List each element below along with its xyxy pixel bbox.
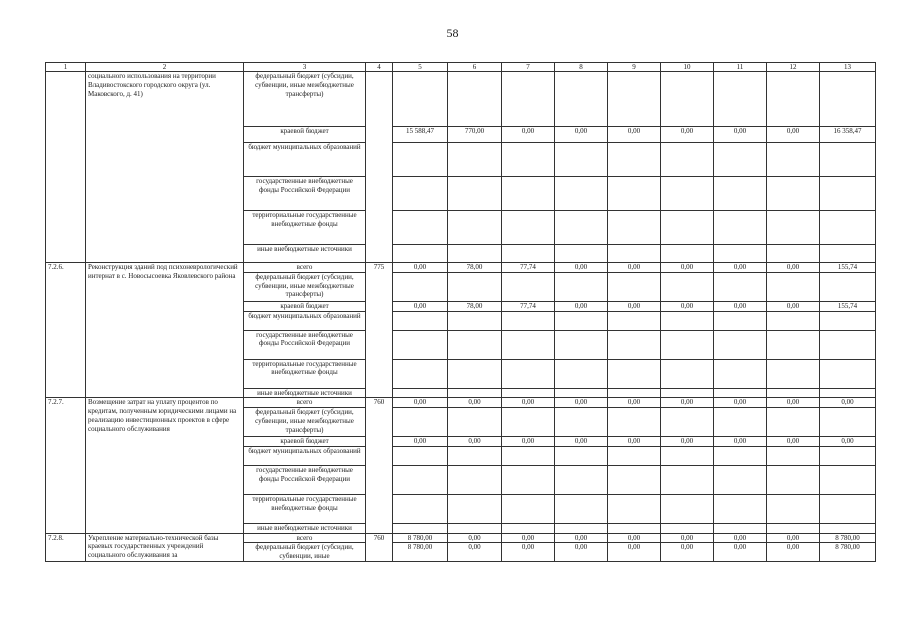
amount-cell: [661, 408, 714, 437]
amount-cell: 0,00: [767, 398, 820, 408]
funding-source: федеральный бюджет (субсидии, субвенции, иные межбюджетные трансферты): [244, 272, 366, 301]
amount-cell: [714, 143, 767, 177]
funding-source: государственные внебюджетные фонды Российской Федерации: [244, 330, 366, 359]
amount-cell: [502, 245, 555, 263]
grbs-code: 760: [366, 398, 393, 533]
column-header-2: 2: [86, 63, 244, 72]
amount-cell: 0,00: [661, 398, 714, 408]
amount-cell: [448, 72, 502, 127]
amount-cell: 0,00: [661, 437, 714, 447]
funding-source: всего: [244, 398, 366, 408]
amount-cell: [714, 465, 767, 494]
amount-cell: [767, 408, 820, 437]
amount-cell: 77,74: [502, 301, 555, 311]
amount-cell: [767, 523, 820, 533]
amount-cell: [393, 72, 448, 127]
amount-cell: [820, 523, 876, 533]
amount-cell: [820, 446, 876, 465]
amount-cell: 0,00: [714, 301, 767, 311]
amount-cell: [608, 388, 661, 398]
amount-cell: 0,00: [714, 543, 767, 562]
amount-cell: [393, 177, 448, 211]
amount-cell: [448, 143, 502, 177]
amount-cell: [714, 311, 767, 330]
amount-cell: [393, 211, 448, 245]
amount-cell: [767, 388, 820, 398]
amount-cell: [555, 523, 608, 533]
column-header-1: 1: [46, 63, 86, 72]
amount-cell: [555, 72, 608, 127]
funding-source: государственные внебюджетные фонды Российской Федерации: [244, 465, 366, 494]
amount-cell: [767, 465, 820, 494]
amount-cell: [502, 494, 555, 523]
amount-cell: 0,00: [767, 533, 820, 543]
funding-source: государственные внебюджетные фонды Российской Федерации: [244, 177, 366, 211]
amount-cell: [661, 465, 714, 494]
amount-cell: [608, 446, 661, 465]
amount-cell: [448, 408, 502, 437]
amount-cell: [608, 494, 661, 523]
amount-cell: [448, 523, 502, 533]
amount-cell: [767, 359, 820, 388]
amount-cell: [661, 272, 714, 301]
amount-cell: [820, 211, 876, 245]
amount-cell: [555, 388, 608, 398]
amount-cell: 77,74: [502, 263, 555, 273]
amount-cell: 0,00: [714, 263, 767, 273]
amount-cell: [714, 72, 767, 127]
funding-source: бюджет муниципальных образований: [244, 446, 366, 465]
item-code: 7.2.7.: [46, 398, 86, 533]
column-header-7: 7: [502, 63, 555, 72]
funding-source: бюджет муниципальных образований: [244, 311, 366, 330]
amount-cell: 155,74: [820, 263, 876, 273]
amount-cell: 0,00: [608, 127, 661, 143]
amount-cell: 0,00: [767, 437, 820, 447]
amount-cell: [555, 494, 608, 523]
amount-cell: 78,00: [448, 301, 502, 311]
amount-cell: 0,00: [555, 127, 608, 143]
amount-cell: [448, 272, 502, 301]
amount-cell: 0,00: [608, 301, 661, 311]
column-header-5: 5: [393, 63, 448, 72]
amount-cell: [555, 143, 608, 177]
amount-cell: 0,00: [767, 263, 820, 273]
amount-cell: [608, 143, 661, 177]
table-row: [46, 398, 876, 408]
amount-cell: [714, 330, 767, 359]
amount-cell: [555, 446, 608, 465]
column-header-10: 10: [661, 63, 714, 72]
amount-cell: [393, 494, 448, 523]
amount-cell: 0,00: [608, 533, 661, 543]
item-code: 7.2.6.: [46, 263, 86, 398]
amount-cell: [714, 408, 767, 437]
amount-cell: 15 588,47: [393, 127, 448, 143]
amount-cell: [661, 211, 714, 245]
amount-cell: [820, 465, 876, 494]
amount-cell: [502, 465, 555, 494]
amount-cell: [502, 523, 555, 533]
amount-cell: 0,00: [502, 437, 555, 447]
amount-cell: [767, 72, 820, 127]
funding-source: иные внебюджетные источники: [244, 245, 366, 263]
amount-cell: [555, 359, 608, 388]
amount-cell: [502, 272, 555, 301]
amount-cell: 0,00: [767, 543, 820, 562]
amount-cell: 0,00: [608, 263, 661, 273]
amount-cell: 0,00: [820, 398, 876, 408]
column-header-8: 8: [555, 63, 608, 72]
amount-cell: 0,00: [820, 437, 876, 447]
amount-cell: 0,00: [393, 398, 448, 408]
amount-cell: [608, 330, 661, 359]
grbs-code: 775: [366, 263, 393, 398]
amount-cell: [555, 211, 608, 245]
amount-cell: [661, 143, 714, 177]
amount-cell: 0,00: [714, 533, 767, 543]
amount-cell: [448, 465, 502, 494]
amount-cell: [661, 388, 714, 398]
amount-cell: 0,00: [555, 543, 608, 562]
column-header-13: 13: [820, 63, 876, 72]
amount-cell: [393, 523, 448, 533]
amount-cell: 0,00: [502, 127, 555, 143]
amount-cell: [448, 311, 502, 330]
funding-source: территориальные государственные внебюджетные фонды: [244, 211, 366, 245]
amount-cell: [820, 359, 876, 388]
amount-cell: [714, 245, 767, 263]
amount-cell: [555, 177, 608, 211]
funding-source: территориальные государственные внебюджетные фонды: [244, 359, 366, 388]
amount-cell: [661, 446, 714, 465]
amount-cell: [502, 311, 555, 330]
amount-cell: 78,00: [448, 263, 502, 273]
amount-cell: [820, 143, 876, 177]
amount-cell: [448, 388, 502, 398]
amount-cell: 0,00: [767, 127, 820, 143]
amount-cell: 0,00: [448, 533, 502, 543]
amount-cell: 0,00: [555, 398, 608, 408]
amount-cell: [820, 177, 876, 211]
funding-source: всего: [244, 533, 366, 543]
amount-cell: 8 780,00: [393, 533, 448, 543]
amount-cell: [608, 177, 661, 211]
amount-cell: [502, 446, 555, 465]
amount-cell: [448, 177, 502, 211]
amount-cell: [608, 311, 661, 330]
amount-cell: [393, 388, 448, 398]
funding-source: всего: [244, 263, 366, 273]
amount-cell: [393, 446, 448, 465]
amount-cell: [714, 177, 767, 211]
amount-cell: [502, 330, 555, 359]
amount-cell: 0,00: [555, 533, 608, 543]
amount-cell: 0,00: [714, 437, 767, 447]
amount-cell: 0,00: [608, 437, 661, 447]
item-code: [46, 72, 86, 263]
amount-cell: 0,00: [448, 543, 502, 562]
amount-cell: [393, 359, 448, 388]
amount-cell: [714, 272, 767, 301]
amount-cell: [555, 311, 608, 330]
item-description: социального использования на территории Владивостокского городского округа (ул. Маковского, д. 41): [86, 72, 244, 263]
amount-cell: 0,00: [661, 263, 714, 273]
amount-cell: [661, 494, 714, 523]
table-row: [46, 533, 876, 543]
amount-cell: [608, 245, 661, 263]
amount-cell: 8 780,00: [820, 543, 876, 562]
amount-cell: [714, 523, 767, 533]
amount-cell: [555, 245, 608, 263]
item-code: 7.2.8.: [46, 533, 86, 562]
amount-cell: 0,00: [714, 127, 767, 143]
amount-cell: [767, 311, 820, 330]
amount-cell: [608, 211, 661, 245]
item-description: Реконструкция зданий под психоневрологический интернат в с. Новосысоевка Яковлевского района: [86, 263, 244, 398]
amount-cell: [767, 272, 820, 301]
amount-cell: 0,00: [393, 301, 448, 311]
amount-cell: [502, 359, 555, 388]
amount-cell: [448, 359, 502, 388]
amount-cell: [502, 408, 555, 437]
amount-cell: [502, 72, 555, 127]
amount-cell: [767, 446, 820, 465]
amount-cell: [820, 330, 876, 359]
column-header-9: 9: [608, 63, 661, 72]
amount-cell: [714, 494, 767, 523]
amount-cell: [661, 311, 714, 330]
amount-cell: [661, 359, 714, 388]
table-body: [46, 72, 876, 562]
amount-cell: [555, 272, 608, 301]
amount-cell: [767, 211, 820, 245]
amount-cell: [820, 388, 876, 398]
column-header-3: 3: [244, 63, 366, 72]
item-description: Возмещение затрат на уплату процентов по кредитам, полученным юридическими лицами на реализацию инвестиционных проектов в сфере социального обслуживания: [86, 398, 244, 533]
funding-source: краевой бюджет: [244, 437, 366, 447]
amount-cell: 0,00: [393, 263, 448, 273]
amount-cell: [714, 211, 767, 245]
amount-cell: [502, 177, 555, 211]
amount-cell: 0,00: [502, 543, 555, 562]
amount-cell: [661, 330, 714, 359]
amount-cell: [714, 446, 767, 465]
amount-cell: [608, 359, 661, 388]
amount-cell: 0,00: [714, 398, 767, 408]
amount-cell: [820, 245, 876, 263]
amount-cell: 8 780,00: [820, 533, 876, 543]
amount-cell: [555, 330, 608, 359]
column-header-4: 4: [366, 63, 393, 72]
amount-cell: [393, 408, 448, 437]
amount-cell: [767, 494, 820, 523]
amount-cell: [448, 446, 502, 465]
amount-cell: 0,00: [502, 533, 555, 543]
amount-cell: [820, 494, 876, 523]
amount-cell: [555, 465, 608, 494]
amount-cell: 0,00: [661, 533, 714, 543]
funding-source: краевой бюджет: [244, 127, 366, 143]
amount-cell: [393, 245, 448, 263]
amount-cell: 0,00: [555, 263, 608, 273]
amount-cell: [555, 408, 608, 437]
funding-source: иные внебюджетные источники: [244, 523, 366, 533]
amount-cell: [767, 177, 820, 211]
amount-cell: 0,00: [661, 301, 714, 311]
column-number-row: [46, 63, 876, 72]
amount-cell: 0,00: [767, 301, 820, 311]
page-number: 58: [446, 26, 459, 40]
amount-cell: [608, 272, 661, 301]
amount-cell: [448, 245, 502, 263]
funding-source: федеральный бюджет (субсидии, субвенции, иные: [244, 543, 366, 562]
amount-cell: [661, 245, 714, 263]
amount-cell: [820, 311, 876, 330]
grbs-code: 760: [366, 533, 393, 562]
funding-source: краевой бюджет: [244, 301, 366, 311]
amount-cell: [767, 245, 820, 263]
column-header-6: 6: [448, 63, 502, 72]
funding-source: федеральный бюджет (субсидии, субвенции, иные межбюджетные трансферты): [244, 408, 366, 437]
amount-cell: 0,00: [661, 127, 714, 143]
amount-cell: [502, 388, 555, 398]
amount-cell: [448, 330, 502, 359]
amount-cell: [608, 523, 661, 533]
amount-cell: [714, 359, 767, 388]
amount-cell: 0,00: [502, 398, 555, 408]
funding-source: иные внебюджетные источники: [244, 388, 366, 398]
amount-cell: 0,00: [555, 437, 608, 447]
amount-cell: 770,00: [448, 127, 502, 143]
amount-cell: [820, 408, 876, 437]
amount-cell: [820, 272, 876, 301]
amount-cell: [767, 143, 820, 177]
funding-source: территориальные государственные внебюджетные фонды: [244, 494, 366, 523]
amount-cell: [502, 211, 555, 245]
amount-cell: [820, 72, 876, 127]
amount-cell: 0,00: [448, 437, 502, 447]
amount-cell: [714, 388, 767, 398]
column-header-11: 11: [714, 63, 767, 72]
amount-cell: 8 780,00: [393, 543, 448, 562]
amount-cell: 0,00: [608, 398, 661, 408]
amount-cell: [393, 465, 448, 494]
amount-cell: [448, 211, 502, 245]
amount-cell: 0,00: [555, 301, 608, 311]
amount-cell: 16 358,47: [820, 127, 876, 143]
amount-cell: [767, 330, 820, 359]
amount-cell: [393, 143, 448, 177]
column-header-12: 12: [767, 63, 820, 72]
amount-cell: 0,00: [448, 398, 502, 408]
amount-cell: [661, 177, 714, 211]
funding-source: бюджет муниципальных образований: [244, 143, 366, 177]
amount-cell: [502, 143, 555, 177]
amount-cell: [393, 272, 448, 301]
amount-cell: [393, 330, 448, 359]
amount-cell: [608, 465, 661, 494]
amount-cell: [661, 72, 714, 127]
budget-table: [45, 62, 876, 562]
grbs-code: [366, 72, 393, 263]
item-description: Укрепление материально-технической базы краевых государственных учреждений социального обслуживания за: [86, 533, 244, 562]
amount-cell: 0,00: [393, 437, 448, 447]
amount-cell: [608, 72, 661, 127]
amount-cell: 0,00: [608, 543, 661, 562]
amount-cell: 155,74: [820, 301, 876, 311]
amount-cell: [393, 311, 448, 330]
amount-cell: [661, 523, 714, 533]
amount-cell: [608, 408, 661, 437]
amount-cell: 0,00: [661, 543, 714, 562]
funding-source: федеральный бюджет (субсидии, субвенции, иные межбюджетные трансферты): [244, 72, 366, 127]
table-row: [46, 263, 876, 273]
amount-cell: [448, 494, 502, 523]
table-row: [46, 72, 876, 127]
